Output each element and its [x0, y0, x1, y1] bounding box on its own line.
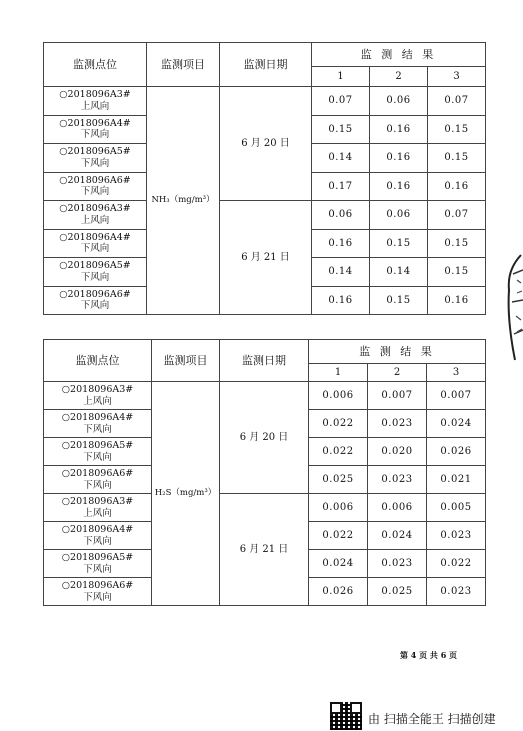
header-n3: 3	[427, 364, 486, 382]
header-point: 监测点位	[44, 43, 147, 87]
header-n1: 1	[312, 67, 370, 87]
result-value: 0.14	[370, 258, 428, 287]
monitoring-point	[44, 201, 147, 230]
wind-direction: 下风向	[80, 243, 110, 255]
seal-stamp-fragment	[503, 250, 523, 365]
point-code: ○2018096A5#	[61, 440, 134, 451]
result-value: 0.005	[427, 494, 486, 522]
header-item: 监测项目	[152, 340, 220, 382]
monitoring-point	[44, 438, 152, 466]
page-number: 第 4 页 共 6 页	[400, 650, 458, 660]
result-value: 0.17	[312, 172, 370, 201]
result-value: 0.022	[309, 410, 368, 438]
result-value: 0.024	[309, 550, 368, 578]
result-value: 0.021	[427, 466, 486, 494]
result-value: 0.16	[428, 172, 486, 201]
result-value: 0.006	[368, 494, 427, 522]
result-value: 0.025	[309, 466, 368, 494]
result-value: 0.14	[312, 144, 370, 173]
point-code: ○2018096A5#	[61, 552, 134, 563]
wind-direction: 下风向	[83, 591, 112, 603]
monitoring-point	[44, 87, 147, 116]
qr-code-icon	[330, 702, 362, 730]
wind-direction: 下风向	[83, 563, 112, 575]
point-code: ○2018096A6#	[61, 580, 134, 591]
result-value: 0.022	[427, 550, 486, 578]
wind-direction: 上风向	[83, 507, 112, 519]
point-code: ○2018096A3#	[59, 89, 131, 101]
result-value: 0.16	[428, 286, 486, 314]
monitoring-point	[44, 466, 152, 494]
result-value: 0.022	[309, 438, 368, 466]
point-code: ○2018096A4#	[59, 117, 131, 129]
point-code: ○2018096A4#	[59, 231, 131, 243]
monitoring-point	[44, 494, 152, 522]
result-value: 0.06	[370, 87, 428, 116]
monitoring-point	[44, 522, 152, 550]
result-value: 0.023	[427, 522, 486, 550]
h2s-monitoring-table	[43, 339, 486, 606]
scanner-watermark: 由 扫描全能王 扫描创建	[368, 712, 496, 726]
result-value: 0.023	[368, 410, 427, 438]
wind-direction: 下风向	[80, 300, 110, 311]
wind-direction: 下风向	[83, 451, 112, 463]
result-value: 0.16	[370, 144, 428, 173]
table-row	[44, 494, 486, 522]
result-value: 0.022	[309, 522, 368, 550]
header-point: 监测点位	[44, 340, 152, 382]
header-n1: 1	[309, 364, 368, 382]
result-value: 0.16	[312, 229, 370, 258]
result-value: 0.15	[312, 115, 370, 144]
result-value: 0.16	[312, 286, 370, 314]
result-value: 0.07	[428, 87, 486, 116]
result-value: 0.15	[370, 286, 428, 314]
wind-direction: 上风向	[80, 214, 110, 226]
monitoring-point	[44, 550, 152, 578]
monitoring-point	[44, 229, 147, 258]
table-row	[44, 382, 486, 410]
point-code: ○2018096A5#	[59, 146, 131, 158]
result-value: 0.16	[370, 172, 428, 201]
result-value: 0.007	[427, 382, 486, 410]
point-code: ○2018096A6#	[61, 468, 134, 479]
header-n3: 3	[428, 67, 486, 87]
wind-direction: 下风向	[80, 157, 110, 169]
wind-direction: 下风向	[80, 271, 110, 283]
header-date: 监测日期	[220, 43, 312, 87]
result-value: 0.15	[428, 229, 486, 258]
wind-direction: 上风向	[83, 395, 112, 407]
header-result: 监 测 结 果	[312, 43, 486, 67]
point-code: ○2018096A3#	[61, 384, 134, 395]
result-value: 0.023	[368, 466, 427, 494]
table-row	[44, 201, 486, 230]
point-code: ○2018096A4#	[61, 524, 134, 535]
point-code: ○2018096A5#	[59, 260, 131, 272]
result-value: 0.14	[312, 258, 370, 287]
monitoring-date: 6 月 20 日	[220, 87, 312, 201]
header-date: 监测日期	[220, 340, 309, 382]
wind-direction: 下风向	[80, 129, 110, 141]
monitoring-point	[44, 258, 147, 287]
monitoring-point	[44, 144, 147, 173]
result-value: 0.07	[428, 201, 486, 230]
result-value: 0.006	[309, 494, 368, 522]
wind-direction: 下风向	[83, 535, 112, 547]
monitoring-date: 6 月 20 日	[220, 382, 309, 494]
result-value: 0.024	[427, 410, 486, 438]
result-value: 0.06	[370, 201, 428, 230]
result-value: 0.020	[368, 438, 427, 466]
result-value: 0.023	[368, 550, 427, 578]
result-value: 0.023	[427, 578, 486, 606]
table-row	[44, 87, 486, 116]
wind-direction: 上风向	[80, 100, 110, 112]
result-value: 0.15	[428, 258, 486, 287]
header-item: 监测项目	[147, 43, 220, 87]
header-n2: 2	[370, 67, 428, 87]
nh3-monitoring-table	[43, 42, 486, 315]
result-value: 0.025	[368, 578, 427, 606]
monitoring-point	[44, 410, 152, 438]
monitoring-item: NH₃（mg/m³）	[147, 87, 220, 315]
point-code: ○2018096A3#	[59, 203, 131, 215]
monitoring-date: 6 月 21 日	[220, 494, 309, 606]
point-code: ○2018096A6#	[59, 174, 131, 186]
result-value: 0.026	[309, 578, 368, 606]
result-value: 0.15	[370, 229, 428, 258]
header-n2: 2	[368, 364, 427, 382]
point-code: ○2018096A6#	[59, 288, 131, 300]
point-code: ○2018096A3#	[61, 496, 134, 507]
point-code: ○2018096A4#	[61, 412, 134, 423]
result-value: 0.024	[368, 522, 427, 550]
monitoring-point	[44, 172, 147, 201]
result-value: 0.15	[428, 115, 486, 144]
monitoring-item: H₂S（mg/m³）	[152, 382, 220, 606]
wind-direction: 下风向	[80, 186, 110, 198]
monitoring-point	[44, 382, 152, 410]
header-result: 监 测 结 果	[309, 340, 486, 364]
result-value: 0.16	[370, 115, 428, 144]
monitoring-point	[44, 115, 147, 144]
result-value: 0.006	[309, 382, 368, 410]
monitoring-point	[44, 578, 152, 606]
result-value: 0.06	[312, 201, 370, 230]
wind-direction: 下风向	[83, 479, 112, 491]
monitoring-date: 6 月 21 日	[220, 201, 312, 315]
result-value: 0.007	[368, 382, 427, 410]
result-value: 0.15	[428, 144, 486, 173]
wind-direction: 下风向	[83, 423, 112, 435]
monitoring-point	[44, 286, 147, 314]
result-value: 0.026	[427, 438, 486, 466]
result-value: 0.07	[312, 87, 370, 116]
